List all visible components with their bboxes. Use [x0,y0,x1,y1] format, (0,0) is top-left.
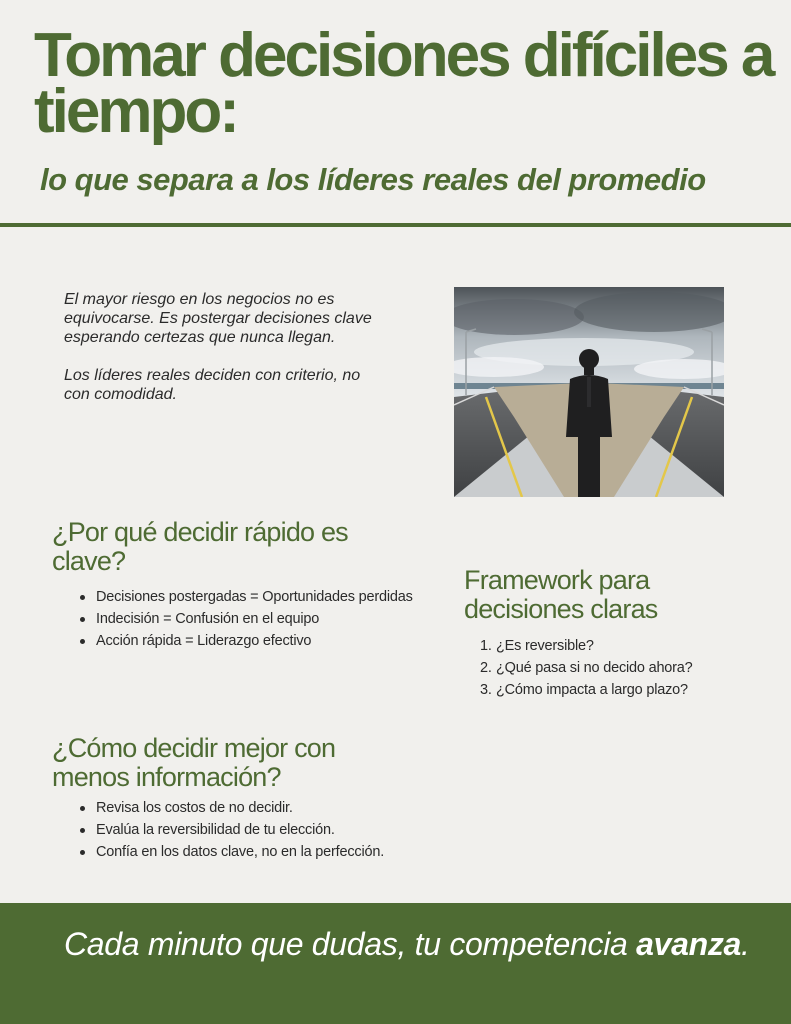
intro-paragraph-2: Los líderes reales deciden con criterio, no con comodidad. [64,367,361,403]
footer-banner [0,903,791,1024]
section-how-list [74,797,454,863]
step-text: ¿Cómo impacta a largo plazo? [496,682,688,698]
footer-quote [64,925,764,963]
footer-quote-emphasis: avanza [636,926,742,962]
step-text: ¿Es reversible? [496,638,594,654]
step-number: 2. [480,660,492,676]
step-text: ¿Qué pasa si no decido ahora? [496,660,693,676]
page-title: Tomar decisiones difíciles a tiempo: [34,21,773,146]
section-framework-title: Framework para decisiones claras [464,565,658,624]
step-item [480,657,774,679]
list-item: Decisiones postergadas = Oportunidades perdidas [74,586,414,608]
list-item: Revisa los costos de no decidir. [74,797,454,819]
list-item: Acción rápida = Liderazgo efectivo [74,630,414,652]
header-divider [0,223,791,227]
intro-paragraph-1: El mayor riesgo en los negocios no es equivocarse. Es postergar decisiones clave esperando certezas que nunca llegan. [64,291,372,346]
list-item: Evalúa la reversibilidad de tu elección. [74,819,454,841]
step-number: 3. [480,682,492,698]
page-subtitle: lo que separa a los líderes reales del promedio [40,162,706,197]
section-how-title: ¿Cómo decidir mejor con menos información? [52,733,336,792]
section-why-title: ¿Por qué decidir rápido es clave? [52,517,348,576]
section-framework-steps [480,635,774,701]
section-why-list [74,586,414,652]
list-item: Confía en los datos clave, no en la perfección. [74,841,454,863]
intro-text [64,290,374,423]
step-item [480,635,774,657]
list-item: Indecisión = Confusión en el equipo [74,608,414,630]
footer-quote-end: . [741,926,750,962]
businessman-crossroads-photo [454,287,724,497]
step-number: 1. [480,638,492,654]
step-item [480,679,774,701]
footer-quote-main: Cada minuto que dudas, tu competencia [64,926,637,962]
